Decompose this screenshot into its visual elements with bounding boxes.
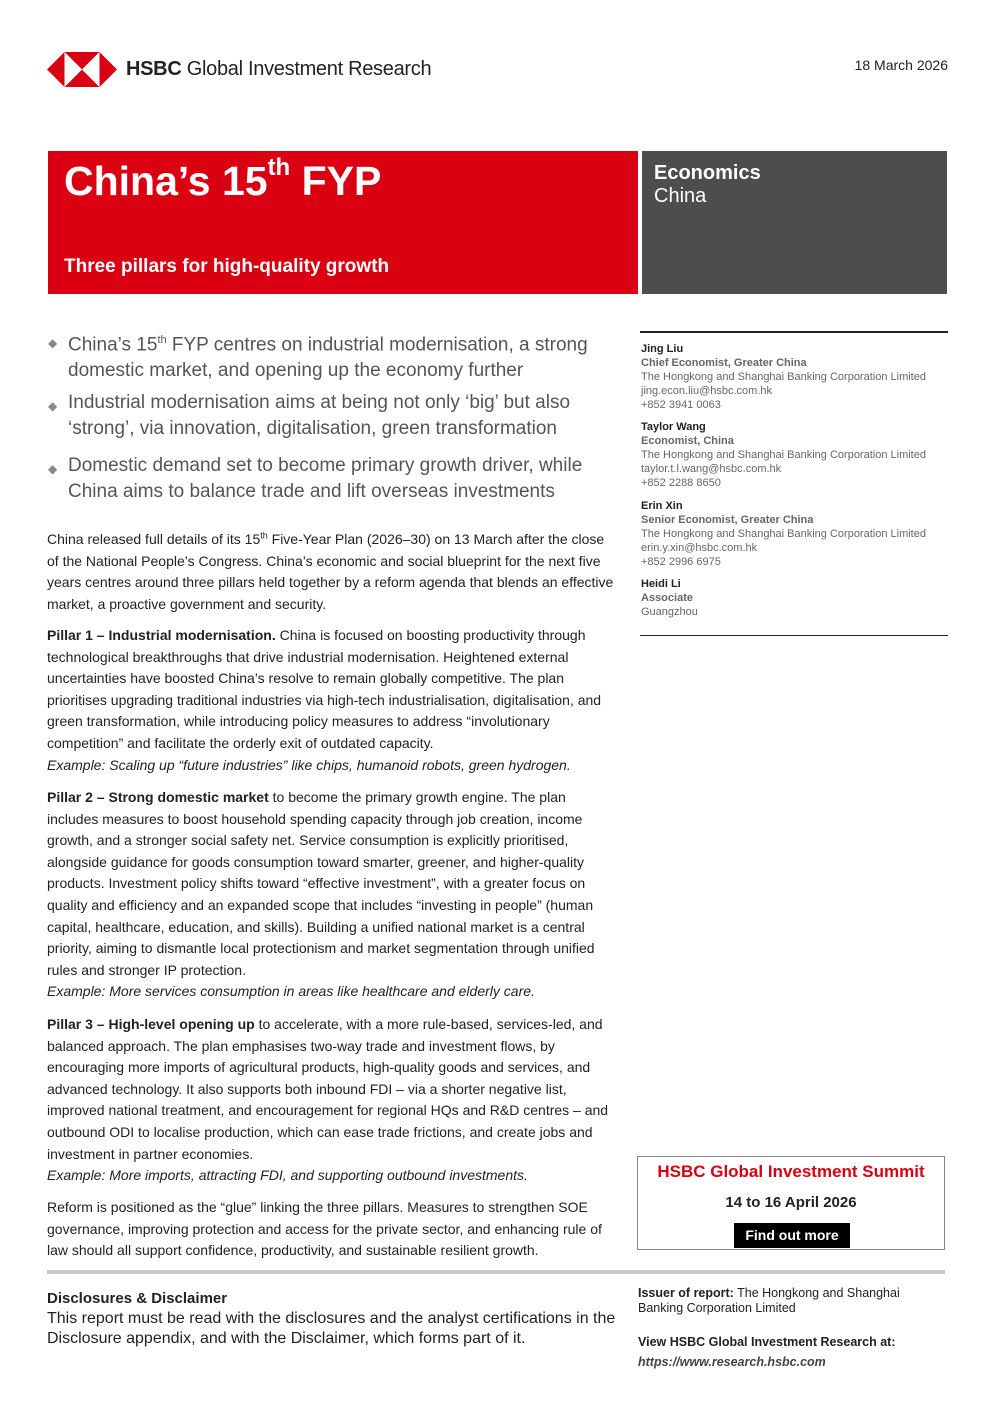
disclosures-heading: Disclosures & Disclaimer bbox=[47, 1290, 228, 1307]
page-title: China’s 15th FYP bbox=[64, 154, 382, 204]
diamond-bullet-icon: ◆ bbox=[48, 399, 58, 413]
brand-name: HSBC Global Investment Research bbox=[126, 58, 432, 80]
analyst-card: Taylor Wang Economist, China The Hongkong and Shanghai Banking Corporation Limited taylor.t.l.wang@hsbc.com.hk +852 2288 8650 bbox=[641, 420, 951, 490]
diamond-bullet-icon: ◆ bbox=[48, 336, 58, 350]
pillar-3-paragraph: Pillar 3 – High-level opening up to accelerate, with a more rule-based, services-led, and balanced approach. The plan emphasises two-way trade and investment flows, by encouraging more imports of agricultural products, high-quality goods and services, and advanced technology. It also supports both inbound FDI – via a shorter negative list, improved national treatment, and encouragement for regional HQs and R&D centres – and outbound ODI to localise production, which can ease trade frictions, and create jobs and investment in partner economies. Example: More imports, attracting FDI, and supporting outbound investments. bbox=[47, 1016, 609, 1184]
pillar-2-paragraph: Pillar 2 – Strong domestic market to become the primary growth engine. The plan includes measures to boost household spending capacity through job creation, income growth, and a stronger social safety net. Service consumption is explicitly prioritised, alongside guidance for goods consumption toward smarter, greener, and higher-quality products. Investment policy shifts toward “effective investment”, with a greater focus on quality and efficiency and an expanded scope that includes “investing in people” (human capital, healthcare, education, and skills). Building a unified national market is a central priority, aiming to dismantle local protectionism and market segmentation through unified rules and stronger IP protection. Example: More services consumption in areas like healthcare and elderly care. bbox=[47, 789, 595, 1000]
analysts-bottom-rule bbox=[640, 635, 948, 636]
hsbc-logo-icon bbox=[47, 52, 117, 87]
pillar-1-paragraph: Pillar 1 – Industrial modernisation. China is focused on boosting productivity through technological breakthroughs that drive industrial modernisation. Heightened external uncertainties have boosted China’s resolve to remain globally competitive. The plan prioritises upgrading traditional industries via high-tech industrialisation, digitalisation, and green transformation, while introducing policy measures to address “involutionary competition” and facilitate the orderly exit of outdated capacity. Example: Scaling up “future industries” like chips, humanoid robots, green hydrogen. bbox=[47, 627, 602, 773]
intro-paragraph: China released full details of its 15th Five-Year Plan (2026–30) on 13 March after the close of the National People’s Congress. China’s economic and social blueprint for the next five years centres around three pillars held together by a reform agenda that blends an effective market, a proactive government and security. bbox=[47, 530, 614, 612]
key-point: ◆ Industrial modernisation aims at being not only ‘big’ but also ‘strong’, via innovation, digitalisation, green transformation bbox=[48, 392, 571, 439]
issuer-of-report: Issuer of report: The Hongkong and Shanghai Banking Corporation Limited bbox=[638, 1286, 900, 1315]
summit-title: HSBC Global Investment Summit bbox=[657, 1162, 925, 1181]
footer-rule bbox=[47, 1270, 945, 1274]
research-url-link[interactable]: https://www.research.hsbc.com bbox=[638, 1355, 826, 1369]
reform-paragraph: Reform is positioned as the “glue” linking the three pillars. Measures to strengthen SOE governance, improving protection and access for the private sector, and enhancing rule of law should all support confidence, productivity, and sustainable resilient growth. bbox=[47, 1199, 602, 1259]
view-research-label: View HSBC Global Investment Research at: bbox=[638, 1335, 896, 1349]
analyst-email[interactable]: erin.y.xin@hsbc.com.hk bbox=[641, 542, 758, 554]
find-out-more-button[interactable]: Find out more bbox=[734, 1223, 850, 1248]
summit-dates: 14 to 16 April 2026 bbox=[725, 1194, 857, 1211]
analyst-card: Heidi Li Associate Guangzhou bbox=[641, 578, 698, 618]
analyst-card: Jing Liu Chief Economist, Greater China The Hongkong and Shanghai Banking Corporation Limited jing.econ.liu@hsbc.com.hk +852 3941 0063 bbox=[641, 342, 951, 412]
diamond-bullet-icon: ◆ bbox=[48, 462, 58, 476]
category-secondary: China bbox=[654, 185, 707, 207]
analyst-card: Erin Xin Senior Economist, Greater China The Hongkong and Shanghai Banking Corporation Limited erin.y.xin@hsbc.com.hk +852 2996 6975 bbox=[641, 499, 951, 569]
analyst-email[interactable]: taylor.t.l.wang@hsbc.com.hk bbox=[641, 463, 782, 475]
key-point: ◆ China’s 15th FYP centres on industrial modernisation, a strong domestic market, and opening up the economy further bbox=[48, 327, 623, 381]
analysts-top-rule bbox=[640, 331, 948, 333]
category-primary: Economics bbox=[654, 162, 761, 184]
page-subtitle: Three pillars for high-quality growth bbox=[64, 256, 390, 277]
report-date: 18 March 2026 bbox=[854, 57, 948, 73]
key-point: ◆ Domestic demand set to become primary growth driver, while China aims to balance trade and lift overseas investments bbox=[48, 455, 583, 502]
analyst-email[interactable]: jing.econ.liu@hsbc.com.hk bbox=[641, 385, 773, 397]
disclosures-text: This report must be read with the disclosures and the analyst certifications in the Disclosure appendix, and with the Disclaimer, which forms part of it. bbox=[47, 1310, 616, 1347]
